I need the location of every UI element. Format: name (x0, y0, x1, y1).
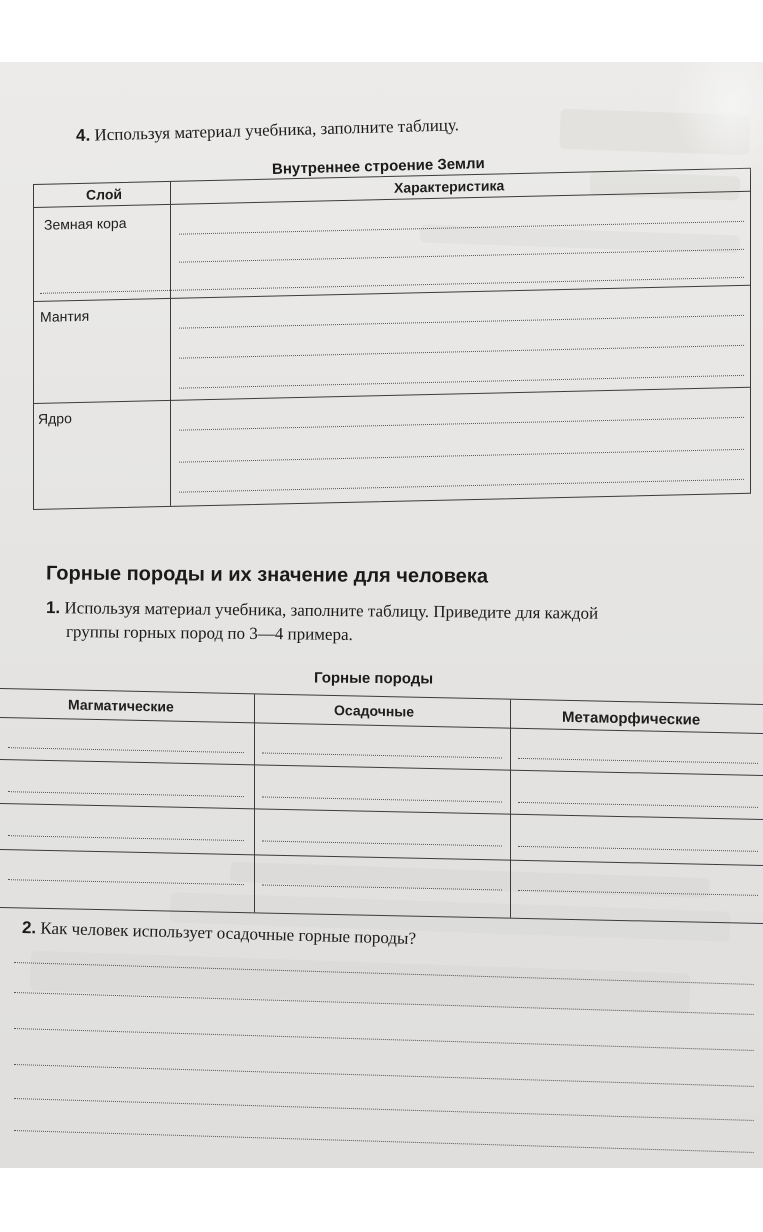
task-1-instruction (46, 598, 598, 624)
section-title: Горные породы и их значение для человека (45, 562, 489, 588)
table1-answer-line[interactable] (179, 315, 744, 329)
earth-structure-table (33, 168, 751, 510)
table2-answer-line[interactable] (8, 879, 244, 885)
table1-answer-line[interactable] (179, 479, 744, 493)
task-4-text: Используя материал учебника, заполните таблицу. (94, 115, 460, 145)
table1-row-mantle: Мантия (40, 307, 90, 325)
table1-answer-line[interactable] (179, 449, 744, 463)
table1-answer-line[interactable] (40, 277, 744, 294)
table2-column-divider (254, 694, 255, 912)
table1-header-divider (34, 191, 750, 208)
table2-answer-line[interactable] (8, 791, 244, 797)
workbook-page-photo (0, 62, 763, 1168)
table1-row-crust: Земная кора (44, 214, 127, 233)
table1-answer-line[interactable] (179, 417, 744, 431)
table2-answer-line[interactable] (262, 884, 502, 890)
table2-answer-line[interactable] (518, 758, 758, 764)
table1-row-divider (34, 285, 750, 302)
task-1-line1: Используя материал учебника, заполните таблицу. Приведите для каждой (64, 598, 599, 623)
task-2-answer-line[interactable] (14, 1130, 754, 1153)
table1-answer-line[interactable] (179, 221, 744, 235)
task-2-answer-line[interactable] (14, 1028, 754, 1051)
table1-answer-line[interactable] (179, 375, 744, 389)
table2-answer-line[interactable] (262, 752, 502, 758)
task-1-number: 1. (45, 598, 61, 618)
table1-caption: Внутреннее строение Земли (271, 155, 485, 178)
task-2-text: Как человек использует осадочные горные породы? (40, 918, 417, 949)
task-1-instruction-continued: группы горных пород по 3—4 примера. (65, 622, 353, 645)
table2-caption: Горные породы (313, 669, 434, 688)
table1-row-divider (34, 387, 750, 404)
task-4-instruction (76, 115, 459, 146)
table2-column-divider (510, 700, 511, 918)
table1-header-characteristic: Характеристика (394, 177, 505, 196)
table2-row-divider (0, 849, 763, 866)
table2-header-sedimentary: Осадочные (334, 701, 415, 720)
bleed-through-shadow (30, 950, 691, 1013)
task-2-number: 2. (21, 918, 37, 938)
table2-answer-line[interactable] (8, 747, 244, 753)
table2-answer-line[interactable] (262, 796, 502, 802)
table2-answer-line[interactable] (518, 846, 758, 852)
table1-answer-line[interactable] (179, 345, 744, 359)
table1-row-core: Ядро (38, 410, 72, 427)
task-4-number: 4. (75, 125, 91, 145)
table1-header-layer: Слой (86, 185, 122, 203)
task-2-answer-line[interactable] (14, 962, 754, 985)
task-2-answer-line[interactable] (14, 1098, 754, 1121)
bleed-through-shadow (559, 109, 750, 156)
table1-answer-line[interactable] (179, 249, 744, 263)
table2-answer-line[interactable] (8, 835, 244, 841)
task-2-answer-line[interactable] (14, 1064, 754, 1087)
table2-answer-line[interactable] (262, 840, 502, 846)
table2-header-metamorphic: Метаморфические (562, 708, 701, 729)
rock-types-table (0, 688, 763, 924)
table2-answer-line[interactable] (518, 802, 758, 808)
task-2-question (22, 918, 417, 949)
task-2-answer-line[interactable] (14, 992, 754, 1015)
table1-column-divider (170, 182, 171, 506)
table2-answer-line[interactable] (518, 890, 758, 896)
table2-header-igneous: Магматические (68, 696, 174, 715)
